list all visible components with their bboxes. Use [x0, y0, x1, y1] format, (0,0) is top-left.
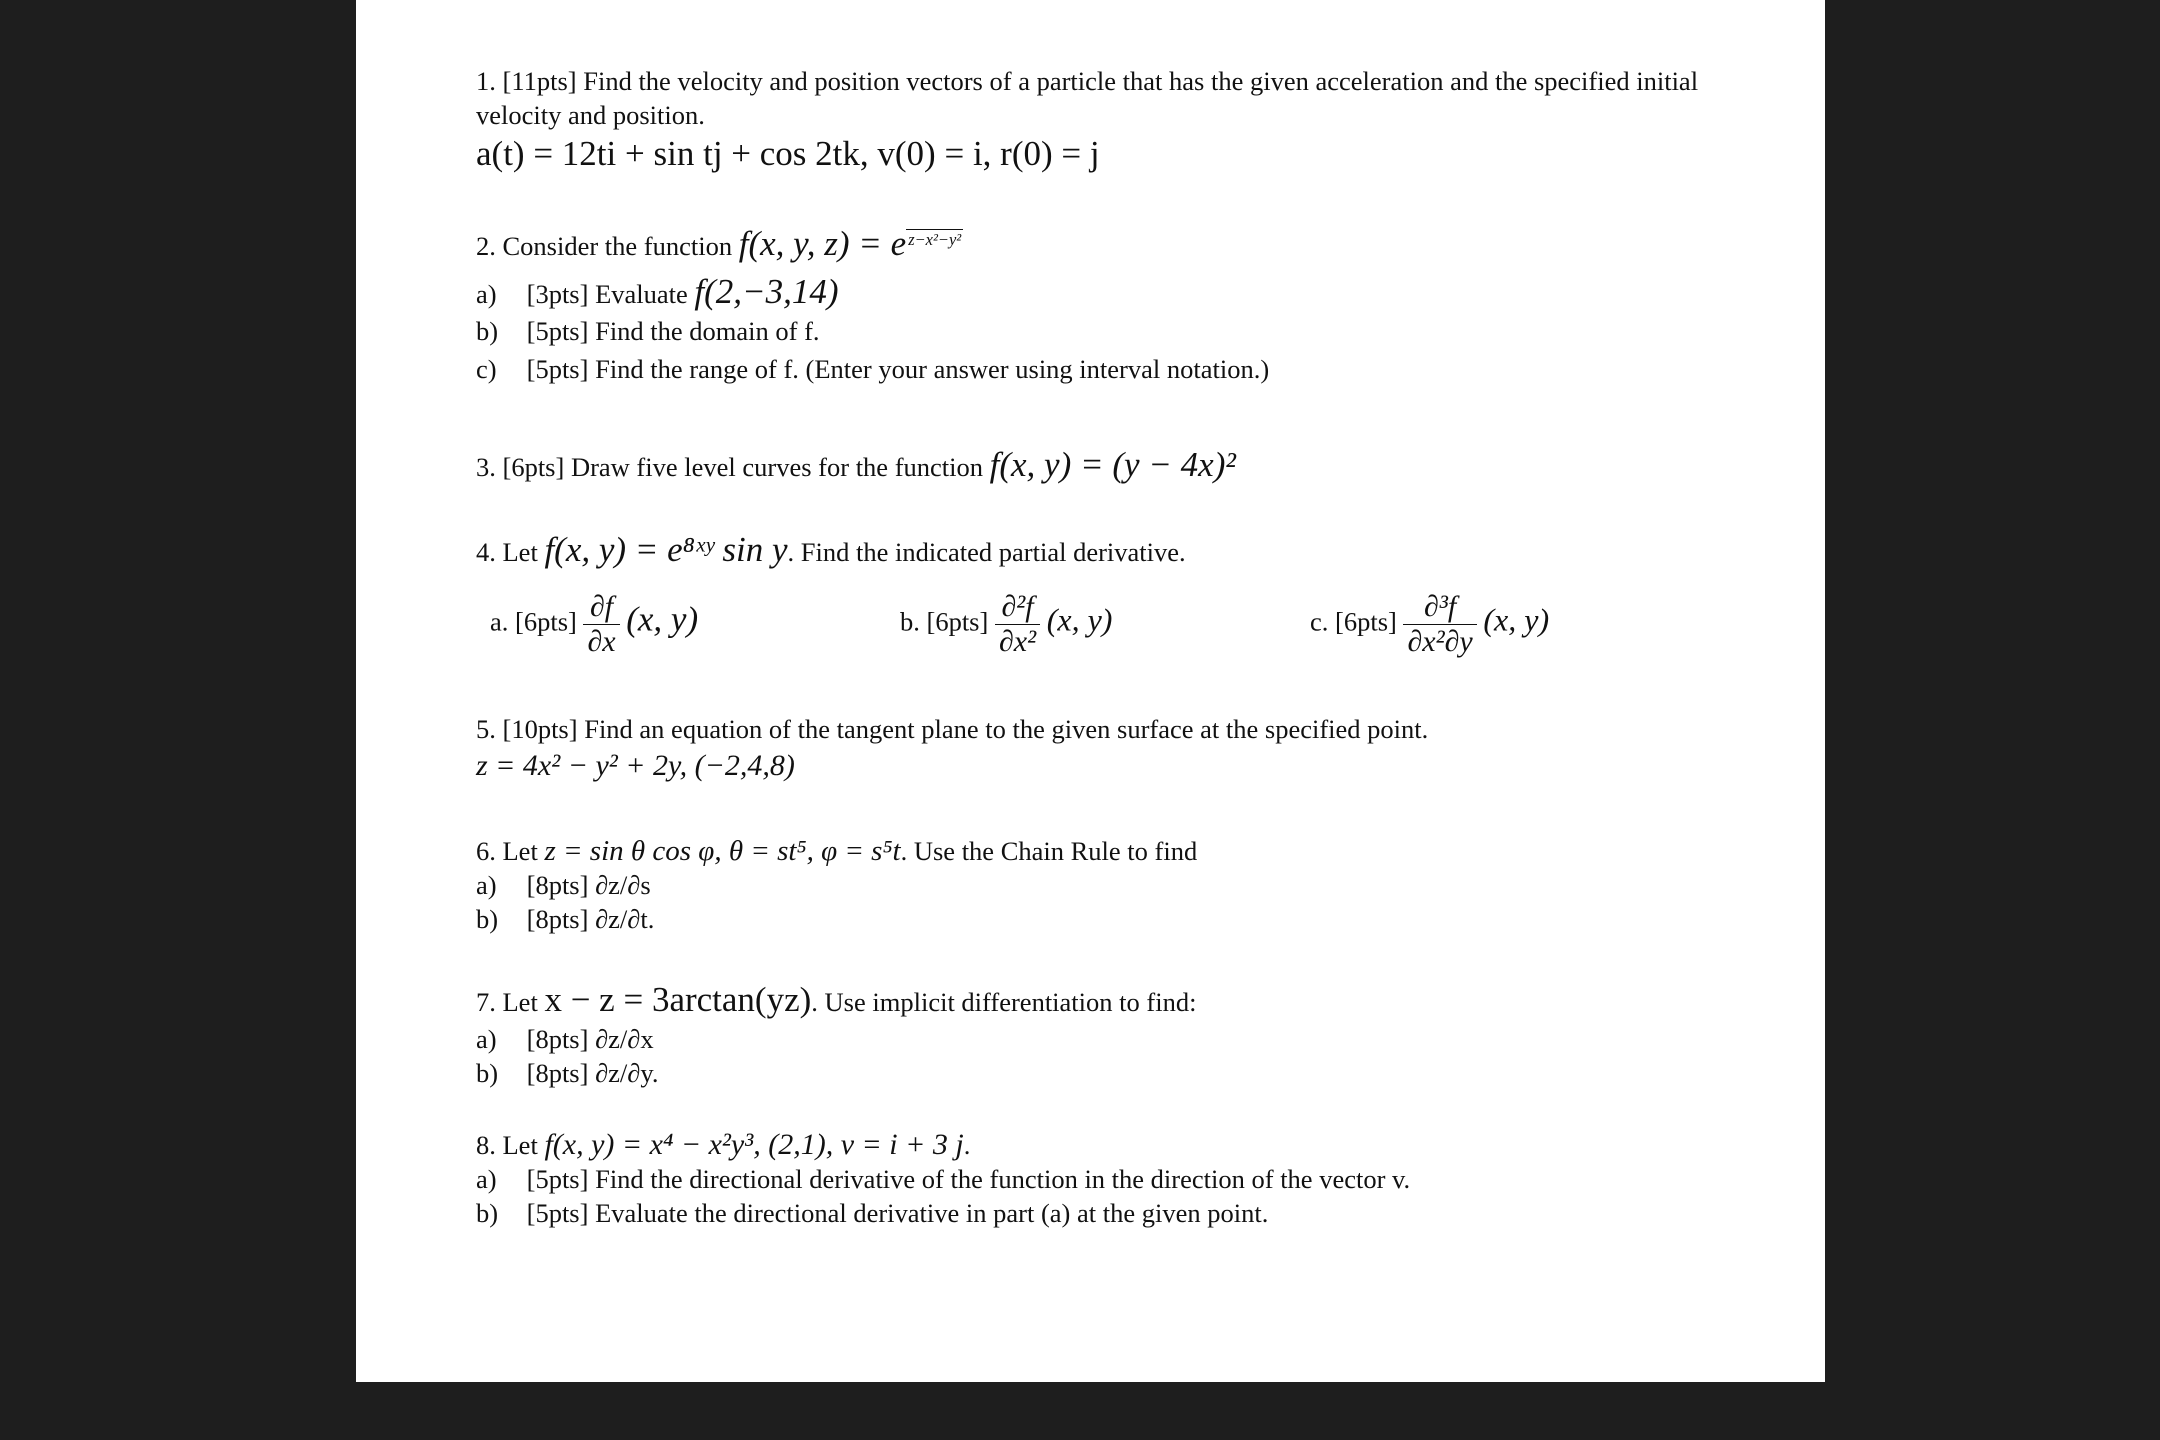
q8-a-label: a): [476, 1164, 497, 1194]
question-1: [476, 64, 1785, 176]
q7-b-text: [8pts] ∂z/∂y.: [526, 1058, 659, 1088]
q4-c-den: ∂x²∂y: [1407, 625, 1473, 658]
q4-b-label: b. [6pts]: [900, 606, 989, 637]
question-4: [476, 528, 1785, 572]
q4-intro: 4. Let: [476, 537, 538, 567]
q4-c-arg: (x, y): [1483, 601, 1550, 638]
question-7: [476, 978, 1785, 1090]
q4-c-num: ∂³f: [1403, 590, 1476, 625]
q4-formula: f(x, y) = e⁸ˣʸ sin y: [544, 530, 788, 569]
question-3: [476, 443, 1785, 487]
question-6: [476, 834, 1785, 936]
q2-c-text: [5pts] Find the range of f. (Enter your answer using interval notation.): [526, 354, 1270, 384]
q6-a-label: a): [476, 870, 497, 900]
document-page: [356, 0, 1825, 1382]
q8-intro: 8. Let: [476, 1130, 538, 1160]
q4-a-num: ∂f: [583, 590, 619, 625]
q6-formula: z = sin θ cos φ, θ = st⁵, φ = s⁵t: [544, 835, 901, 867]
q1-formula: a(t) = 12ti + sin tj + cos 2tk, v(0) = i, r(0) = j: [476, 134, 1100, 173]
q7-a-text: [8pts] ∂z/∂x: [526, 1024, 654, 1054]
q6-intro: 6. Let: [476, 836, 538, 866]
q6-b-text: [8pts] ∂z/∂t.: [526, 904, 655, 934]
q7-a-label: a): [476, 1024, 497, 1054]
q4-c-label: c. [6pts]: [1310, 606, 1397, 637]
q2-c-label: c): [476, 354, 497, 384]
q2-a-label: a): [476, 279, 497, 309]
q4-part-c: [1310, 590, 1549, 659]
q4-part-a: [490, 590, 698, 659]
q2-a-text: [3pts] Evaluate: [526, 279, 688, 309]
q2-exponent: z−x²−y²: [908, 230, 962, 250]
question-5: [476, 712, 1785, 786]
q4-b-den: ∂x²: [998, 625, 1037, 658]
q8-formula: f(x, y) = x⁴ − x²y³, (2,1), v = i + 3 j: [544, 1128, 964, 1161]
q4-a-arg: (x, y): [626, 599, 699, 639]
q8-tail: .: [963, 1130, 971, 1160]
q4-tail: . Find the indicated partial derivative.: [787, 537, 1186, 567]
q4-part-b: [900, 590, 1112, 659]
q8-b-text: [5pts] Evaluate the directional derivative in part (a) at the given point.: [526, 1198, 1269, 1228]
q6-tail: . Use the Chain Rule to find: [900, 836, 1198, 866]
q4-a-label: a. [6pts]: [490, 606, 577, 637]
q6-b-label: b): [476, 904, 499, 934]
q6-a-text: [8pts] ∂z/∂s: [526, 870, 651, 900]
question-8: [476, 1128, 1785, 1230]
q7-formula: x − z = 3arctan(yz): [544, 980, 812, 1019]
q3-text: 3. [6pts] Draw five level curves for the function: [476, 452, 984, 482]
q7-b-label: b): [476, 1058, 499, 1088]
q1-text: 1. [11pts] Find the velocity and position vectors of a particle that has the given acceleration and the specified initial velocity and position.: [476, 66, 1699, 130]
q2-a-formula: f(2,−3,14): [694, 272, 839, 311]
q7-tail: . Use implicit differentiation to find:: [811, 987, 1197, 1017]
q2-b-label: b): [476, 316, 499, 346]
q4-b-arg: (x, y): [1046, 601, 1113, 638]
q2-formula: f(x, y, z) = e: [738, 224, 907, 263]
q7-intro: 7. Let: [476, 987, 538, 1017]
q4-b-num: ∂²f: [995, 590, 1040, 625]
q4-a-den: ∂x: [587, 625, 616, 658]
question-2: [476, 222, 1785, 386]
q2-intro: 2. Consider the function: [476, 231, 733, 261]
q2-b-text: [5pts] Find the domain of f.: [526, 316, 820, 346]
q5-formula: z = 4x² − y² + 2y, (−2,4,8): [476, 749, 795, 782]
q8-b-label: b): [476, 1198, 499, 1228]
q3-formula: f(x, y) = (y − 4x)²: [989, 445, 1236, 484]
q8-a-text: [5pts] Find the directional derivative of the function in the direction of the vector v.: [526, 1164, 1411, 1194]
q5-text: 5. [10pts] Find an equation of the tangent plane to the given surface at the specified point.: [476, 714, 1429, 744]
